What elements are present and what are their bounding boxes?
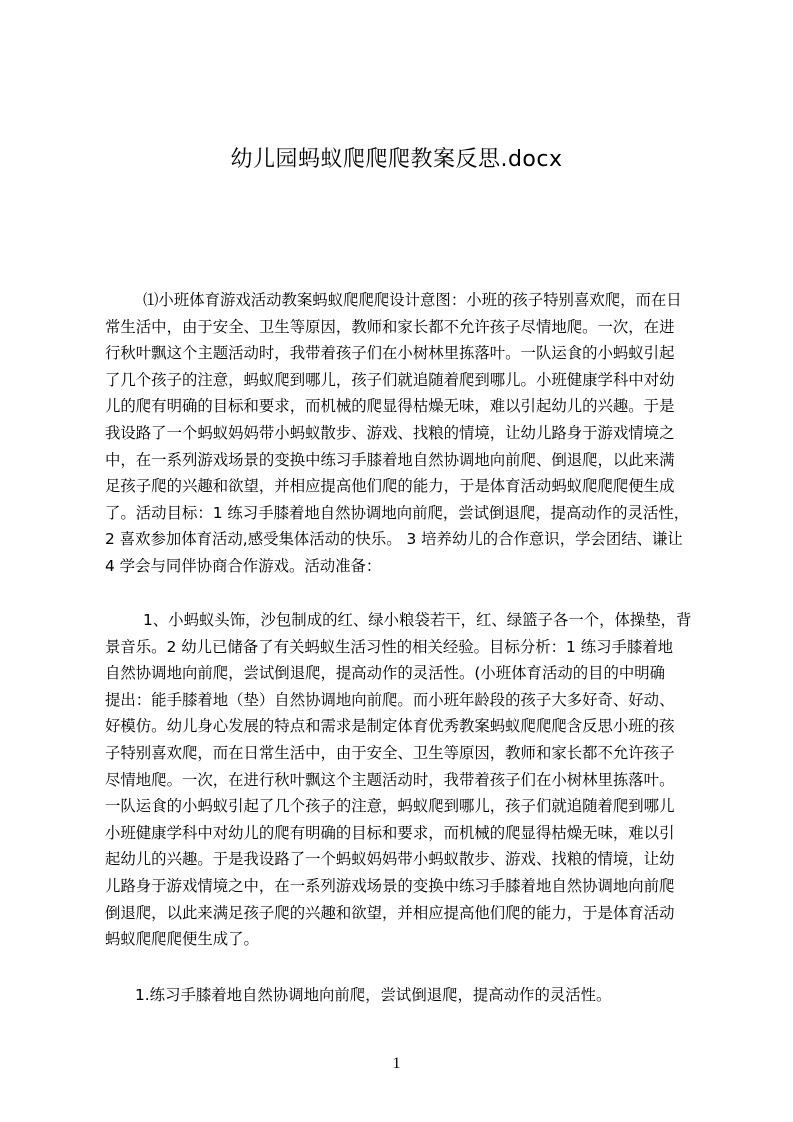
text-line: 我设路了一个蚂蚁妈妈带小蚂蚁散步、游戏、找粮的情境，让幼儿路身于游戏情境之 [105, 423, 675, 442]
text-line: 好模仿。幼儿身心发展的特点和需求是制定体育优秀教案蚂蚁爬爬爬含反思小班的孩 [105, 717, 675, 736]
text-line: 1、小蚂蚁头饰，沙包制成的红、绿小粮袋若干，红、绿篮子各一个，体操垫，背 [143, 611, 692, 629]
text-line: 儿的爬有明确的目标和要求，而机械的爬显得枯燥无味，难以引起幼儿的兴趣。于是 [105, 397, 675, 416]
text-line: 4 学会与同伴协商合作游戏。活动准备： [105, 556, 382, 575]
text-line: 自然协调地向前爬，尝试倒退爬，提高动作的灵活性。(小班体育活动的目的中明确 [105, 664, 666, 683]
text-line: 景音乐。2 幼儿已储备了有关蚂蚁生活习性的相关经验。目标分析：1 练习手膝着地 [105, 637, 674, 656]
text-line: 了。活动目标：1 练习手膝着地自然协调地向前爬，尝试倒退爬，提高动作的灵活性， [105, 503, 690, 522]
text-line: 蚂蚁爬爬爬便生成了。 [105, 930, 259, 949]
text-line: 起幼儿的兴趣。于是我设路了一个蚂蚁妈妈带小蚂蚁散步、游戏、找粮的情境，让幼 [105, 850, 675, 869]
text-line: 行秋叶飘这个主题活动时，我带着孩子们在小树林里拣落叶。一队运食的小蚂蚁引起 [105, 344, 675, 363]
paragraph-preparation [105, 607, 708, 953]
text-line: 子特别喜欢爬，而在日常生活中，由于安全、卫生等原因，教师和家长都不允许孩子 [105, 743, 675, 762]
paragraph-design-intent [105, 287, 708, 580]
text-line: 常生活中，由于安全、卫生等原因，教师和家长都不允许孩子尽情地爬。一次，在进 [105, 317, 675, 336]
text-line: 1.练习手膝着地自然协调地向前爬，尝试倒退爬，提高动作的灵活性。 [135, 986, 612, 1004]
text-line: 尽情地爬。一次，在进行秋叶飘这个主题活动时，我带着孩子们在小树林里拣落叶。 [105, 770, 675, 789]
paragraph-goal [105, 982, 708, 1009]
document-title: 幼儿园蚂蚁爬爬爬教案反思.docx [230, 147, 563, 172]
text-line: 2 喜欢参加体育活动,感受集体活动的快乐。 3 培养幼儿的合作意识，学会团结、谦让 [105, 530, 683, 549]
text-line: 足孩子爬的兴趣和欲望，并相应提高他们爬的能力，于是体育活动蚂蚁爬爬爬便生成 [105, 477, 675, 496]
page-number: 1 [392, 1055, 401, 1072]
text-line: 提出：能手膝着地（垫）自然协调地向前爬。而小班年龄段的孩子大多好奇、好动、 [105, 690, 675, 709]
text-line: 儿路身于游戏情境之中，在一系列游戏场景的变换中练习手膝着地自然协调地向前爬 [105, 876, 675, 895]
text-line: 了几个孩子的注意，蚂蚁爬到哪儿，孩子们就追随着爬到哪儿。小班健康学科中对幼 [105, 370, 675, 389]
text-line: ⑴小班体育游戏活动教案蚂蚁爬爬爬设计意图：小班的孩子特别喜欢爬，而在日 [143, 291, 682, 309]
text-line: 中，在一系列游戏场景的变换中练习手膝着地自然协调地向前爬、倒退爬，以此来满 [105, 450, 675, 469]
text-line: 一队运食的小蚂蚁引起了几个孩子的注意，蚂蚁爬到哪儿，孩子们就追随着爬到哪儿 [105, 797, 675, 816]
text-line: 小班健康学科中对幼儿的爬有明确的目标和要求，而机械的爬显得枯燥无味，难以引 [105, 823, 675, 842]
text-line: 倒退爬，以此来满足孩子爬的兴趣和欲望，并相应提高他们爬的能力，于是体育活动 [105, 903, 675, 922]
